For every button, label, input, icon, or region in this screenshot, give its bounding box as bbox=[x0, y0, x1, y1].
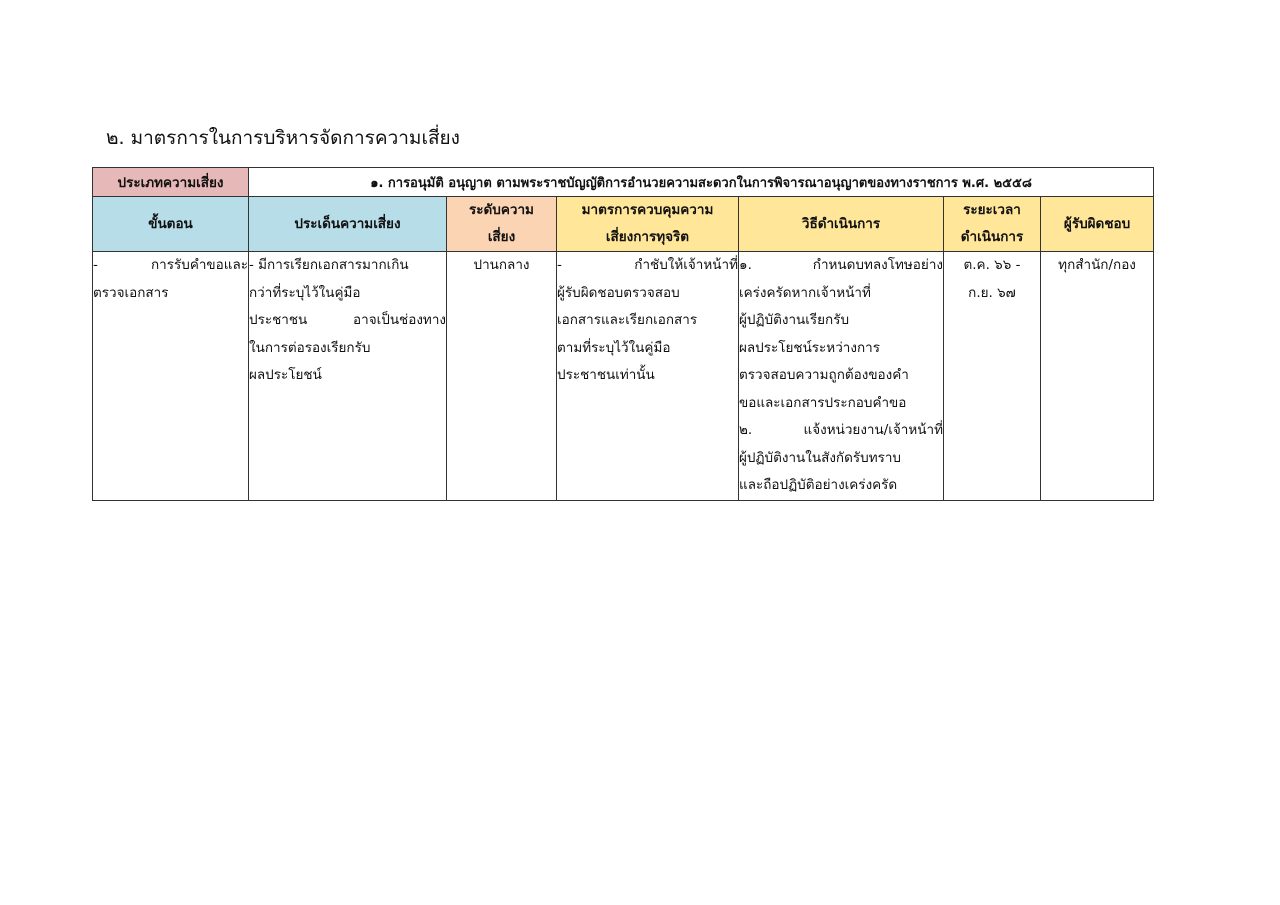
control-measure-line bbox=[557, 252, 738, 280]
method-line: และถือปฏิบัติอย่างเคร่งครัด bbox=[739, 477, 898, 493]
cell-risk-issue bbox=[249, 252, 447, 501]
method-line: เคร่งครัดหากเจ้าหน้าที่ bbox=[739, 284, 871, 301]
cell-duration bbox=[944, 252, 1041, 501]
method-line bbox=[739, 417, 943, 445]
duration-line: ก.ย. ๖๗ bbox=[968, 284, 1016, 301]
header-duration-line: ดำเนินการ bbox=[960, 229, 1024, 245]
header-risk-level bbox=[447, 197, 557, 252]
header-duration-line: ระยะเวลา bbox=[963, 202, 1021, 218]
method-text: แจ้งหน่วยงาน/เจ้าหน้าที่ bbox=[803, 422, 943, 438]
cell-control-measure bbox=[557, 252, 739, 501]
cell-step bbox=[93, 252, 249, 501]
risk-issue-line: ในการต่อรองเรียกรับ bbox=[249, 339, 371, 356]
header-control-measure-line: มาตรการควบคุมความ bbox=[581, 202, 714, 218]
risk-issue-line: ผลประโยชน์ bbox=[249, 367, 322, 383]
header-risk-issue bbox=[249, 197, 447, 252]
control-measure-text: กำชับให้เจ้าหน้าที่ bbox=[634, 257, 738, 273]
risk-type-label: ประเภทความเสี่ยง bbox=[93, 168, 249, 197]
method-line bbox=[739, 252, 943, 280]
header-responsible-line: ผู้รับผิดชอบ bbox=[1063, 215, 1131, 232]
header-control-measure-line: เสี่ยงการทุจริต bbox=[605, 229, 690, 245]
section-heading: ๒. มาตรการในการบริหารจัดการความเสี่ยง bbox=[106, 127, 460, 149]
header-control-measure bbox=[557, 197, 739, 252]
header-risk-issue-line: ประเด็นความเสี่ยง bbox=[294, 215, 401, 232]
duration-line: ต.ค. ๖๖ - bbox=[963, 257, 1021, 273]
step-dash: - bbox=[93, 257, 98, 273]
header-responsible bbox=[1041, 197, 1154, 252]
step-line: ตรวจเอกสาร bbox=[93, 284, 169, 301]
header-risk-level-line: เสี่ยง bbox=[487, 229, 516, 245]
risk-type-value: ๑. การอนุมัติ อนุญาต ตามพระราชบัญญัติการอำนวยความสะดวกในการพิจารณาอนุญาตของทางราชการ พ.ศ. ๒๕๕๘ bbox=[249, 168, 1154, 197]
control-measure-line: ผู้รับผิดชอบตรวจสอบ bbox=[557, 284, 680, 301]
header-risk-level-line: ระดับความ bbox=[469, 202, 534, 218]
method-line: ผู้ปฏิบัติงานเรียกรับ bbox=[739, 312, 850, 328]
method-line: ผลประโยชน์ระหว่างการ bbox=[739, 339, 880, 356]
method-line: ตรวจสอบความถูกต้องของคำ bbox=[739, 367, 909, 383]
method-number: ๑. bbox=[739, 257, 752, 273]
control-measure-line: เอกสารและเรียกเอกสาร bbox=[557, 312, 698, 328]
header-step: ขั้นตอน bbox=[93, 197, 249, 252]
risk-issue-line: - มีการเรียกเอกสารมากเกิน bbox=[249, 257, 409, 273]
table-row bbox=[93, 252, 1154, 501]
step-line bbox=[93, 252, 248, 280]
method-line: ผู้ปฏิบัติงานในสังกัดรับทราบ bbox=[739, 449, 901, 466]
method-number: ๒. bbox=[739, 422, 753, 438]
cell-risk-level: ปานกลาง bbox=[447, 252, 557, 501]
risk-issue-word: อาจเป็นช่องทาง bbox=[353, 312, 446, 328]
risk-type-row bbox=[93, 168, 1154, 197]
header-method-line: วิธีดำเนินการ bbox=[801, 215, 881, 232]
cell-responsible: ทุกสำนัก/กอง bbox=[1041, 252, 1154, 501]
control-measure-line: ประชาชนเท่านั้น bbox=[557, 367, 655, 383]
control-measure-dash: - bbox=[557, 257, 562, 273]
step-text: การรับคำขอและ bbox=[151, 257, 248, 273]
risk-issue-word: ประชาชน bbox=[249, 312, 308, 328]
header-method bbox=[739, 197, 944, 252]
method-text: กำหนดบทลงโทษอย่าง bbox=[812, 257, 943, 273]
cell-method bbox=[739, 252, 944, 501]
table-header-row bbox=[93, 197, 1154, 252]
control-measure-line: ตามที่ระบุไว้ในคู่มือ bbox=[557, 339, 671, 356]
risk-measures-table bbox=[92, 167, 1154, 501]
method-line: ขอและเอกสารประกอบคำขอ bbox=[739, 394, 907, 411]
header-duration bbox=[944, 197, 1041, 252]
risk-issue-line: กว่าที่ระบุไว้ในคู่มือ bbox=[249, 284, 361, 301]
risk-issue-line bbox=[249, 307, 446, 335]
